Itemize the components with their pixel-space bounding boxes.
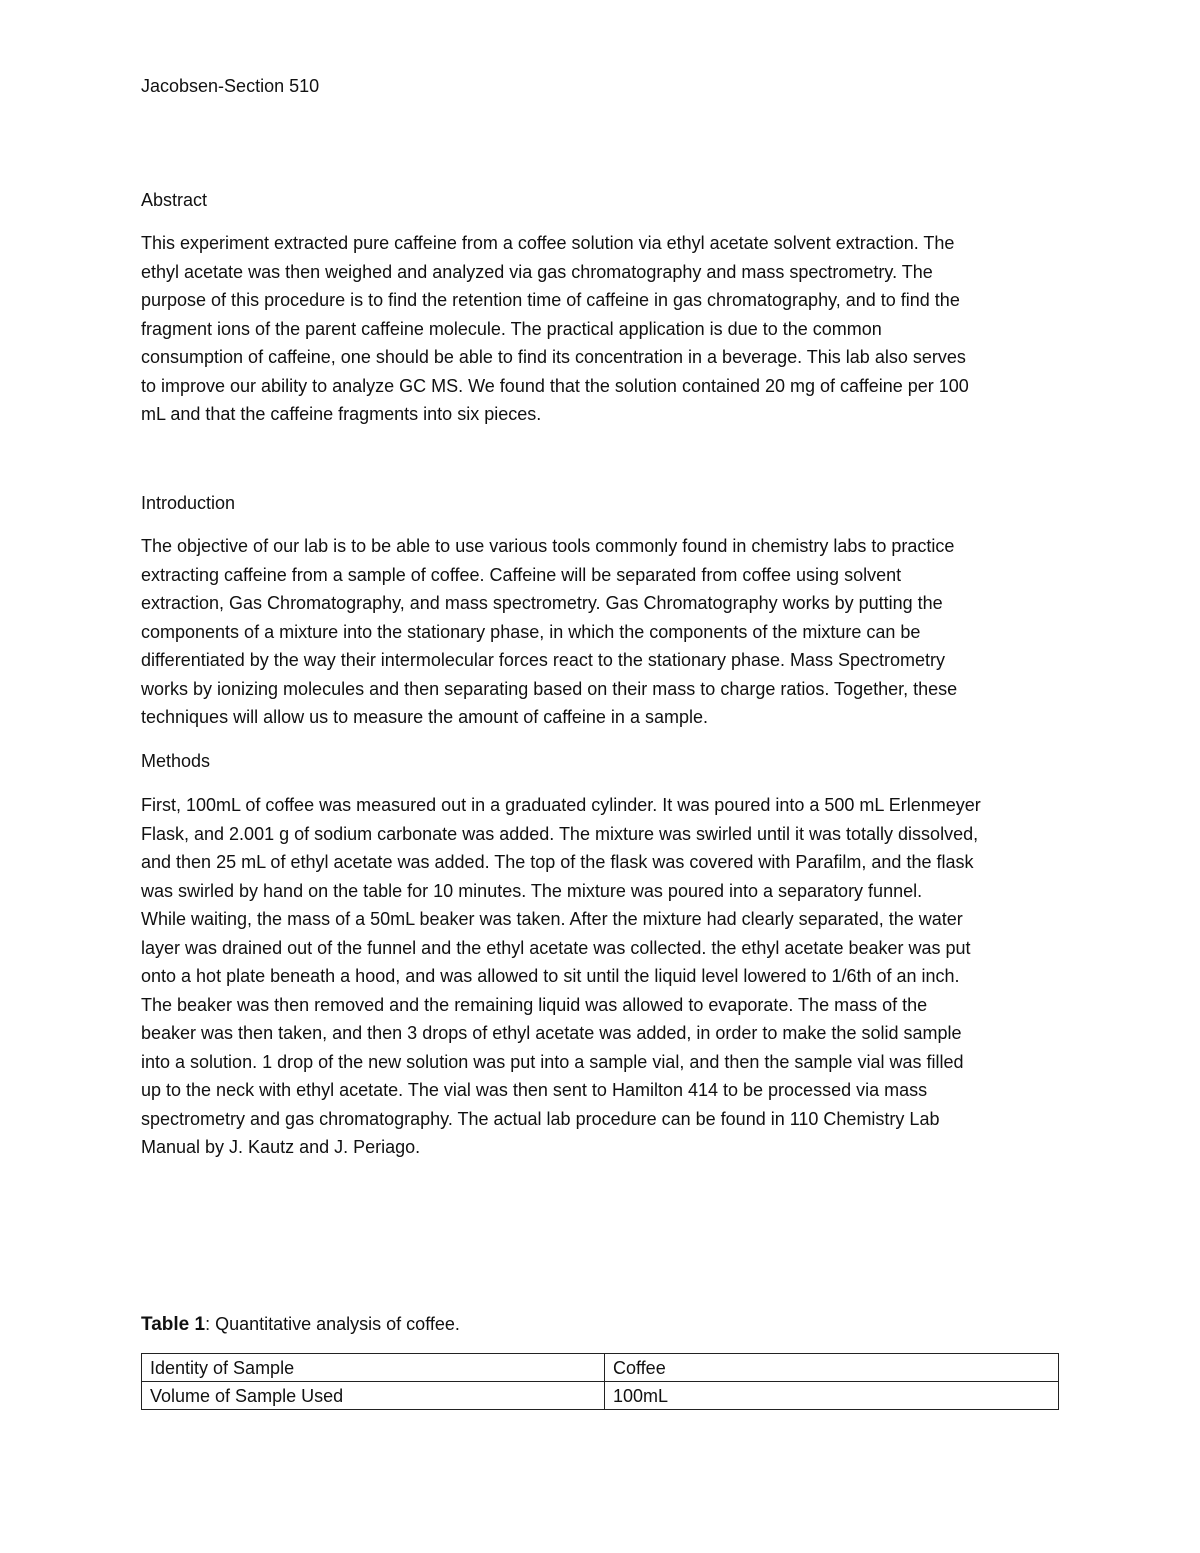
paragraph-line: The objective of our lab is to be able to use various tools commonly found in chemistry labs to practice bbox=[141, 536, 955, 556]
table-caption-colon: : bbox=[205, 1314, 211, 1334]
table-cell-label: Volume of Sample Used bbox=[142, 1382, 605, 1410]
paragraph-line: differentiated by the way their intermolecular forces react to the stationary phase. Mass Spectrometry bbox=[141, 650, 946, 670]
table-row bbox=[142, 1354, 1059, 1382]
table-cell-label: Identity of Sample bbox=[142, 1354, 605, 1382]
paragraph-line: to improve our ability to analyze GC MS. We found that the solution contained 20 mg of caffeine per 100 bbox=[141, 375, 969, 396]
paragraph-line: Flask, and 2.001 g of sodium carbonate was added. The mixture was swirled until it was totally dissolved, bbox=[141, 823, 979, 844]
methods-paragraph bbox=[141, 791, 1066, 1162]
table-caption bbox=[141, 1312, 460, 1337]
paragraph-line: mL and that the caffeine fragments into six pieces. bbox=[141, 404, 542, 424]
paragraph-line: ethyl acetate was then weighed and analyzed via gas chromatography and mass spectrometry. The bbox=[141, 261, 933, 282]
table-row bbox=[142, 1382, 1059, 1410]
abstract-heading: Abstract bbox=[141, 190, 208, 210]
paragraph-line: consumption of caffeine, one should be able to find its concentration in a beverage. This lab also serves bbox=[141, 347, 966, 367]
paragraph-line: The beaker was then removed and the remaining liquid was allowed to evaporate. The mass of the bbox=[141, 994, 928, 1015]
paragraph-line: beaker was then taken, and then 3 drops of ethyl acetate was added, in order to make the solid sample bbox=[141, 1023, 962, 1043]
introduction-heading: Introduction bbox=[141, 493, 236, 513]
paragraph-line: up to the neck with ethyl acetate. The vial was then sent to Hamilton 414 to be processed via mass bbox=[141, 1080, 928, 1100]
table-caption-label: Table 1 bbox=[141, 1314, 206, 1335]
paragraph-line: This experiment extracted pure caffeine from a coffee solution via ethyl acetate solvent extraction. The bbox=[141, 233, 955, 253]
paragraph-line: techniques will allow us to measure the amount of caffeine in a sample. bbox=[141, 707, 708, 727]
paragraph-line: onto a hot plate beneath a hood, and was allowed to sit until the liquid level lowered to 1/6th of an inch. bbox=[141, 966, 960, 986]
paragraph-line: fragment ions of the parent caffeine molecule. The practical application is due to the common bbox=[141, 318, 882, 339]
document-header: Jacobsen-Section 510 bbox=[141, 76, 320, 96]
introduction-paragraph bbox=[141, 532, 1066, 732]
paragraph-line: extracting caffeine from a sample of coffee. Caffeine will be separated from coffee using solvent bbox=[141, 564, 902, 585]
paragraph-line: was swirled by hand on the table for 10 minutes. The mixture was poured into a separatory funnel. bbox=[141, 880, 923, 901]
paragraph-line: Manual by J. Kautz and J. Periago. bbox=[141, 1137, 421, 1157]
paragraph-line: works by ionizing molecules and then separating based on their mass to charge ratios. Together, these bbox=[141, 678, 958, 699]
paragraph-line: extraction, Gas Chromatography, and mass spectrometry. Gas Chromatography works by putting the bbox=[141, 593, 943, 613]
abstract-paragraph bbox=[141, 229, 1066, 429]
paragraph-line: layer was drained out of the funnel and the ethyl acetate was collected. the ethyl acetate beaker was put bbox=[141, 937, 971, 958]
table-cell-value: 100mL bbox=[605, 1382, 1059, 1410]
table-caption-text: Quantitative analysis of coffee. bbox=[210, 1314, 460, 1334]
quantitative-analysis-table bbox=[141, 1353, 1059, 1410]
paragraph-line: spectrometry and gas chromatography. The actual lab procedure can be found in 110 Chemistry Lab bbox=[141, 1108, 940, 1129]
methods-heading: Methods bbox=[141, 751, 211, 771]
paragraph-line: First, 100mL of coffee was measured out in a graduated cylinder. It was poured into a 500 mL Erlenmeyer bbox=[141, 795, 981, 815]
table-cell-value: Coffee bbox=[605, 1354, 1059, 1382]
paragraph-line: While waiting, the mass of a 50mL beaker was taken. After the mixture had clearly separated, the water bbox=[141, 909, 963, 929]
paragraph-line: components of a mixture into the stationary phase, in which the components of the mixture can be bbox=[141, 621, 921, 642]
paragraph-line: and then 25 mL of ethyl acetate was added. The top of the flask was covered with Parafilm, and the flask bbox=[141, 852, 974, 872]
paragraph-line: purpose of this procedure is to find the retention time of caffeine in gas chromatography, and to find the bbox=[141, 290, 960, 310]
paragraph-line: into a solution. 1 drop of the new solution was put into a sample vial, and then the sample vial was filled bbox=[141, 1051, 964, 1072]
